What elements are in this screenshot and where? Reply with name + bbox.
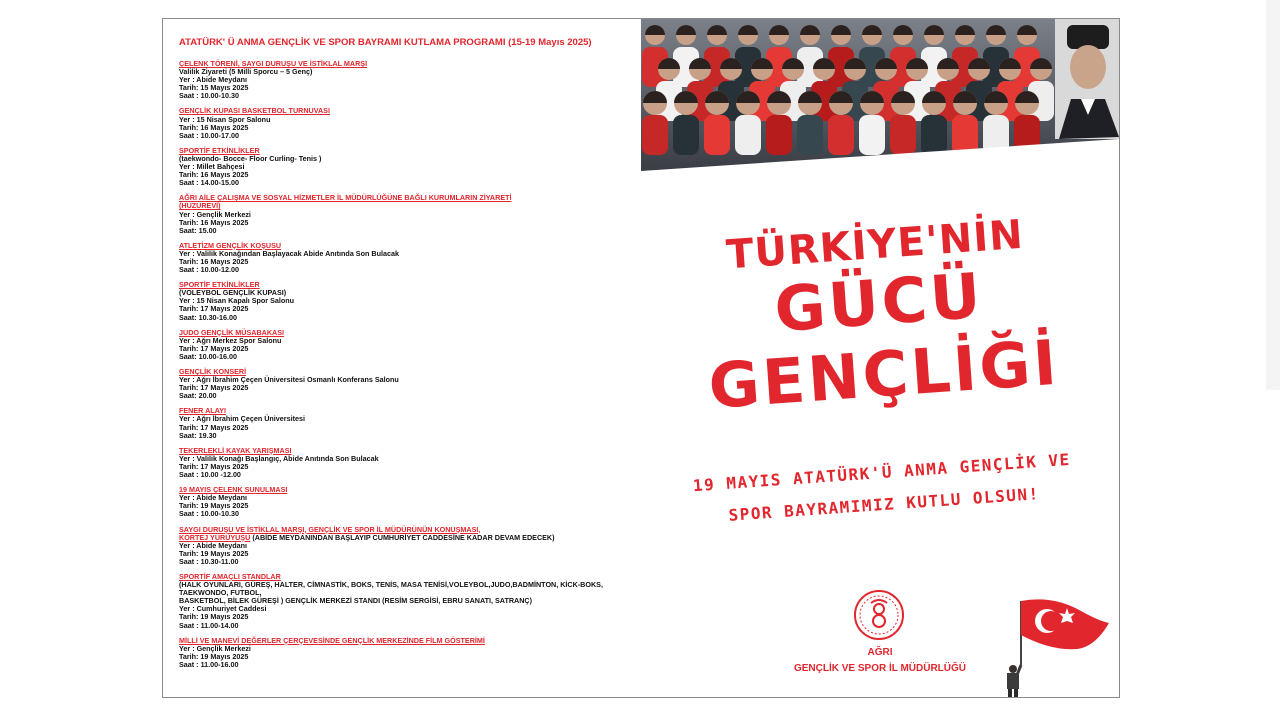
event-details: Yer : Valilik Konağından Başlayacak Abide Anıtında Son Bulacak Tarih: 16 Mayıs 2025 Saat : 10.00-12.00 (179, 248, 399, 275)
event-details: (HALK OYUNLARI, GÜREŞ, HALTER, CİMNASTİK, BOKS, TENİS, MASA TENİSİ,VOLEYBOL,JUDO,BADMİNTON, KİCK-BOKS, TAEKWONDO, FUTBOL, BASKETBOL, BİLEK GÜREŞİ ) GENÇLİK MERKEZİ STANDI (RESİM SERGİSİ, EBRU SANATI, SATRANÇ) Yer : Cumhuriyet Caddesi Tarih: 19 Mayıs 2025 Saat : 11.00-14.00 (179, 580, 603, 630)
event-title: GENÇLİK KUPASI BASKETBOL TURNUVASI (179, 106, 330, 116)
event-title: ATLETİZM GENÇLİK KOŞUSU (179, 240, 282, 250)
crowd-person-body (921, 115, 947, 155)
program-column (179, 37, 641, 676)
program-event (179, 107, 641, 139)
event-title: ÇELENK TÖRENİ, SAYGI DURUŞU VE İSTİKLAL MARŞI (179, 59, 368, 68)
flag-bearer-figure (1007, 665, 1021, 698)
event-title: SAYGI DURUŞU VE İSTİKLAL MARŞI, GENÇLİK VE SPOR İL MÜDÜRÜNÜN KONUŞMASI, KORTEJ YÜRÜYÜŞÜ (179, 524, 481, 542)
adjacent-page-edge (1266, 0, 1280, 390)
event-details: Valilik Ziyareti (5 Milli Sporcu – 5 Genç) Yer : Abide Meydanı Tarih: 15 Mayıs 2025 Saat : 10.00-10.30 (179, 67, 313, 101)
crowd-person-body (828, 115, 854, 155)
event-details: (VOLEYBOL GENÇLİK KUPASI) Yer : 15 Nisan Kapalı Spor Salonu Tarih: 17 Mayıs 2025 Saat: 10.30-16.00 (179, 288, 295, 322)
event-details: (taekwondo- Bocce- Floor Curling- Tenis ) Yer : Millet Bahçesi Tarih: 16 Mayıs 2025 Saat : 14.00-15.00 (179, 153, 322, 188)
event-details: Yer : Valilik Konağı Başlangıç, Abide Anıtında Son Bulacak Tarih: 17 Mayıs 2025 Saat : 10.00 -12.00 (179, 453, 379, 480)
event-title: 19 MAYIS ÇELENK SUNULMASI (179, 485, 288, 495)
event-title: SPORTİF ETKİNLİKLER (179, 145, 260, 155)
event-details: Yer : Ağrı Merkez Spor Salonu Tarih: 17 Mayıs 2025 Saat: 10.00-16.00 (179, 335, 282, 361)
youth-group-photo (641, 19, 1119, 171)
poster-subtitle: 19 MAYIS ATATÜRK'Ü ANMA GENÇLİK VE SPOR BAYRAMIMIZ KUTLU OLSUN! (692, 449, 1072, 525)
ministry-emblem-icon (853, 589, 905, 641)
crowd-person-body (890, 115, 916, 155)
crowd-person-body (642, 115, 668, 155)
event-title: SPORTİF AMAÇLI STANDLAR (179, 571, 281, 581)
event-title: MİLLİ VE MANEVİ DEĞERLER ÇERÇEVESİNDE GENÇLİK MERKEZİNDE FİLM GÖSTERİMİ (179, 635, 485, 645)
program-event (179, 281, 641, 321)
event-title: GENÇLİK KONSERİ (179, 367, 247, 376)
crowd-person-body (735, 115, 761, 155)
program-event (179, 447, 641, 479)
crowd-person-body (859, 115, 885, 155)
event-details: Yer : Ağrı İbrahim Çeçen Üniversitesi Osmanlı Konferans Salonu Tarih: 17 Mayıs 2025 Saat: 20.00 (179, 375, 399, 401)
program-event (179, 194, 641, 234)
org-city: AĞRI (867, 647, 893, 658)
headline-line-3: GENÇLİĞİ (706, 325, 1062, 424)
crowd-person-body (797, 115, 823, 155)
poster-headline (635, 207, 1120, 428)
photo-illustration (641, 19, 1119, 171)
crowd-person-body (766, 115, 792, 155)
program-event (179, 60, 641, 100)
event-title: SPORTİF ETKİNLİKLER (179, 280, 260, 290)
event-details: Yer : 15 Nisan Spor Salonu Tarih: 16 Mayıs 2025 Saat : 10.00-17.00 (179, 114, 271, 140)
event-list (179, 60, 641, 669)
program-event (179, 329, 641, 361)
ataturk-portrait (1055, 19, 1119, 139)
event-details: Yer : Ağrı İbrahim Çeçen Üniversitesi Tarih: 17 Mayıs 2025 Saat: 19.30 (179, 414, 305, 440)
event-details: Yer : Abide Meydanı Tarih: 19 Mayıs 2025 Saat : 10.00-10.30 (179, 493, 249, 519)
program-title: ATATÜRK' Ü ANMA GENÇLİK VE SPOR BAYRAMI KUTLAMA PROGRAMI (15-19 Mayıs 2025) (179, 37, 592, 48)
program-event (179, 147, 641, 187)
event-details: Yer : Abide Meydanı Tarih: 19 Mayıs 2025 Saat : 10.30-11.00 (179, 540, 249, 566)
event-details: Yer : Gençlik Merkezi Tarih: 16 Mayıs 2025 Saat: 15.00 (179, 209, 251, 235)
headline-line-2: GÜCÜ (772, 258, 986, 347)
org-name: GENÇLİK VE SPOR İL MÜDÜRLÜĞÜ (793, 663, 967, 674)
program-event (179, 486, 641, 518)
headline-line-1: TÜRKİYE'NİN (724, 211, 1026, 279)
event-title: TEKERLEKLİ KAYAK YARIŞMASI (179, 445, 292, 455)
crowd-person-body (673, 115, 699, 155)
event-details: Yer : Gençlik Merkezi Tarih: 19 Mayıs 2025 Saat : 11.00-16.00 (179, 643, 251, 669)
program-event (179, 407, 641, 439)
event-title-note: (ABİDE MEYDANINDAN BAŞLAYIP CUMHURİYET CADDESİNE KADAR DEVAM EDECEK) (250, 532, 555, 542)
program-event (179, 573, 641, 630)
program-document (162, 18, 1120, 698)
program-event (179, 368, 641, 400)
program-event (179, 637, 641, 669)
event-title: JUDO GENÇLİK MÜSABAKASI (179, 327, 285, 337)
event-title: AĞRI AİLE ÇALIŞMA VE SOSYAL HİZMETLER İL MÜDÜRLÜĞÜNE BAĞLI KURUMLARIN ZİYARETİ (HUZUREVİ) (179, 193, 512, 211)
event-title: FENER ALAYI (179, 406, 226, 416)
crowd-person-body (704, 115, 730, 155)
program-event (179, 526, 641, 566)
program-event (179, 242, 641, 274)
turkish-flag-icon (991, 595, 1111, 698)
